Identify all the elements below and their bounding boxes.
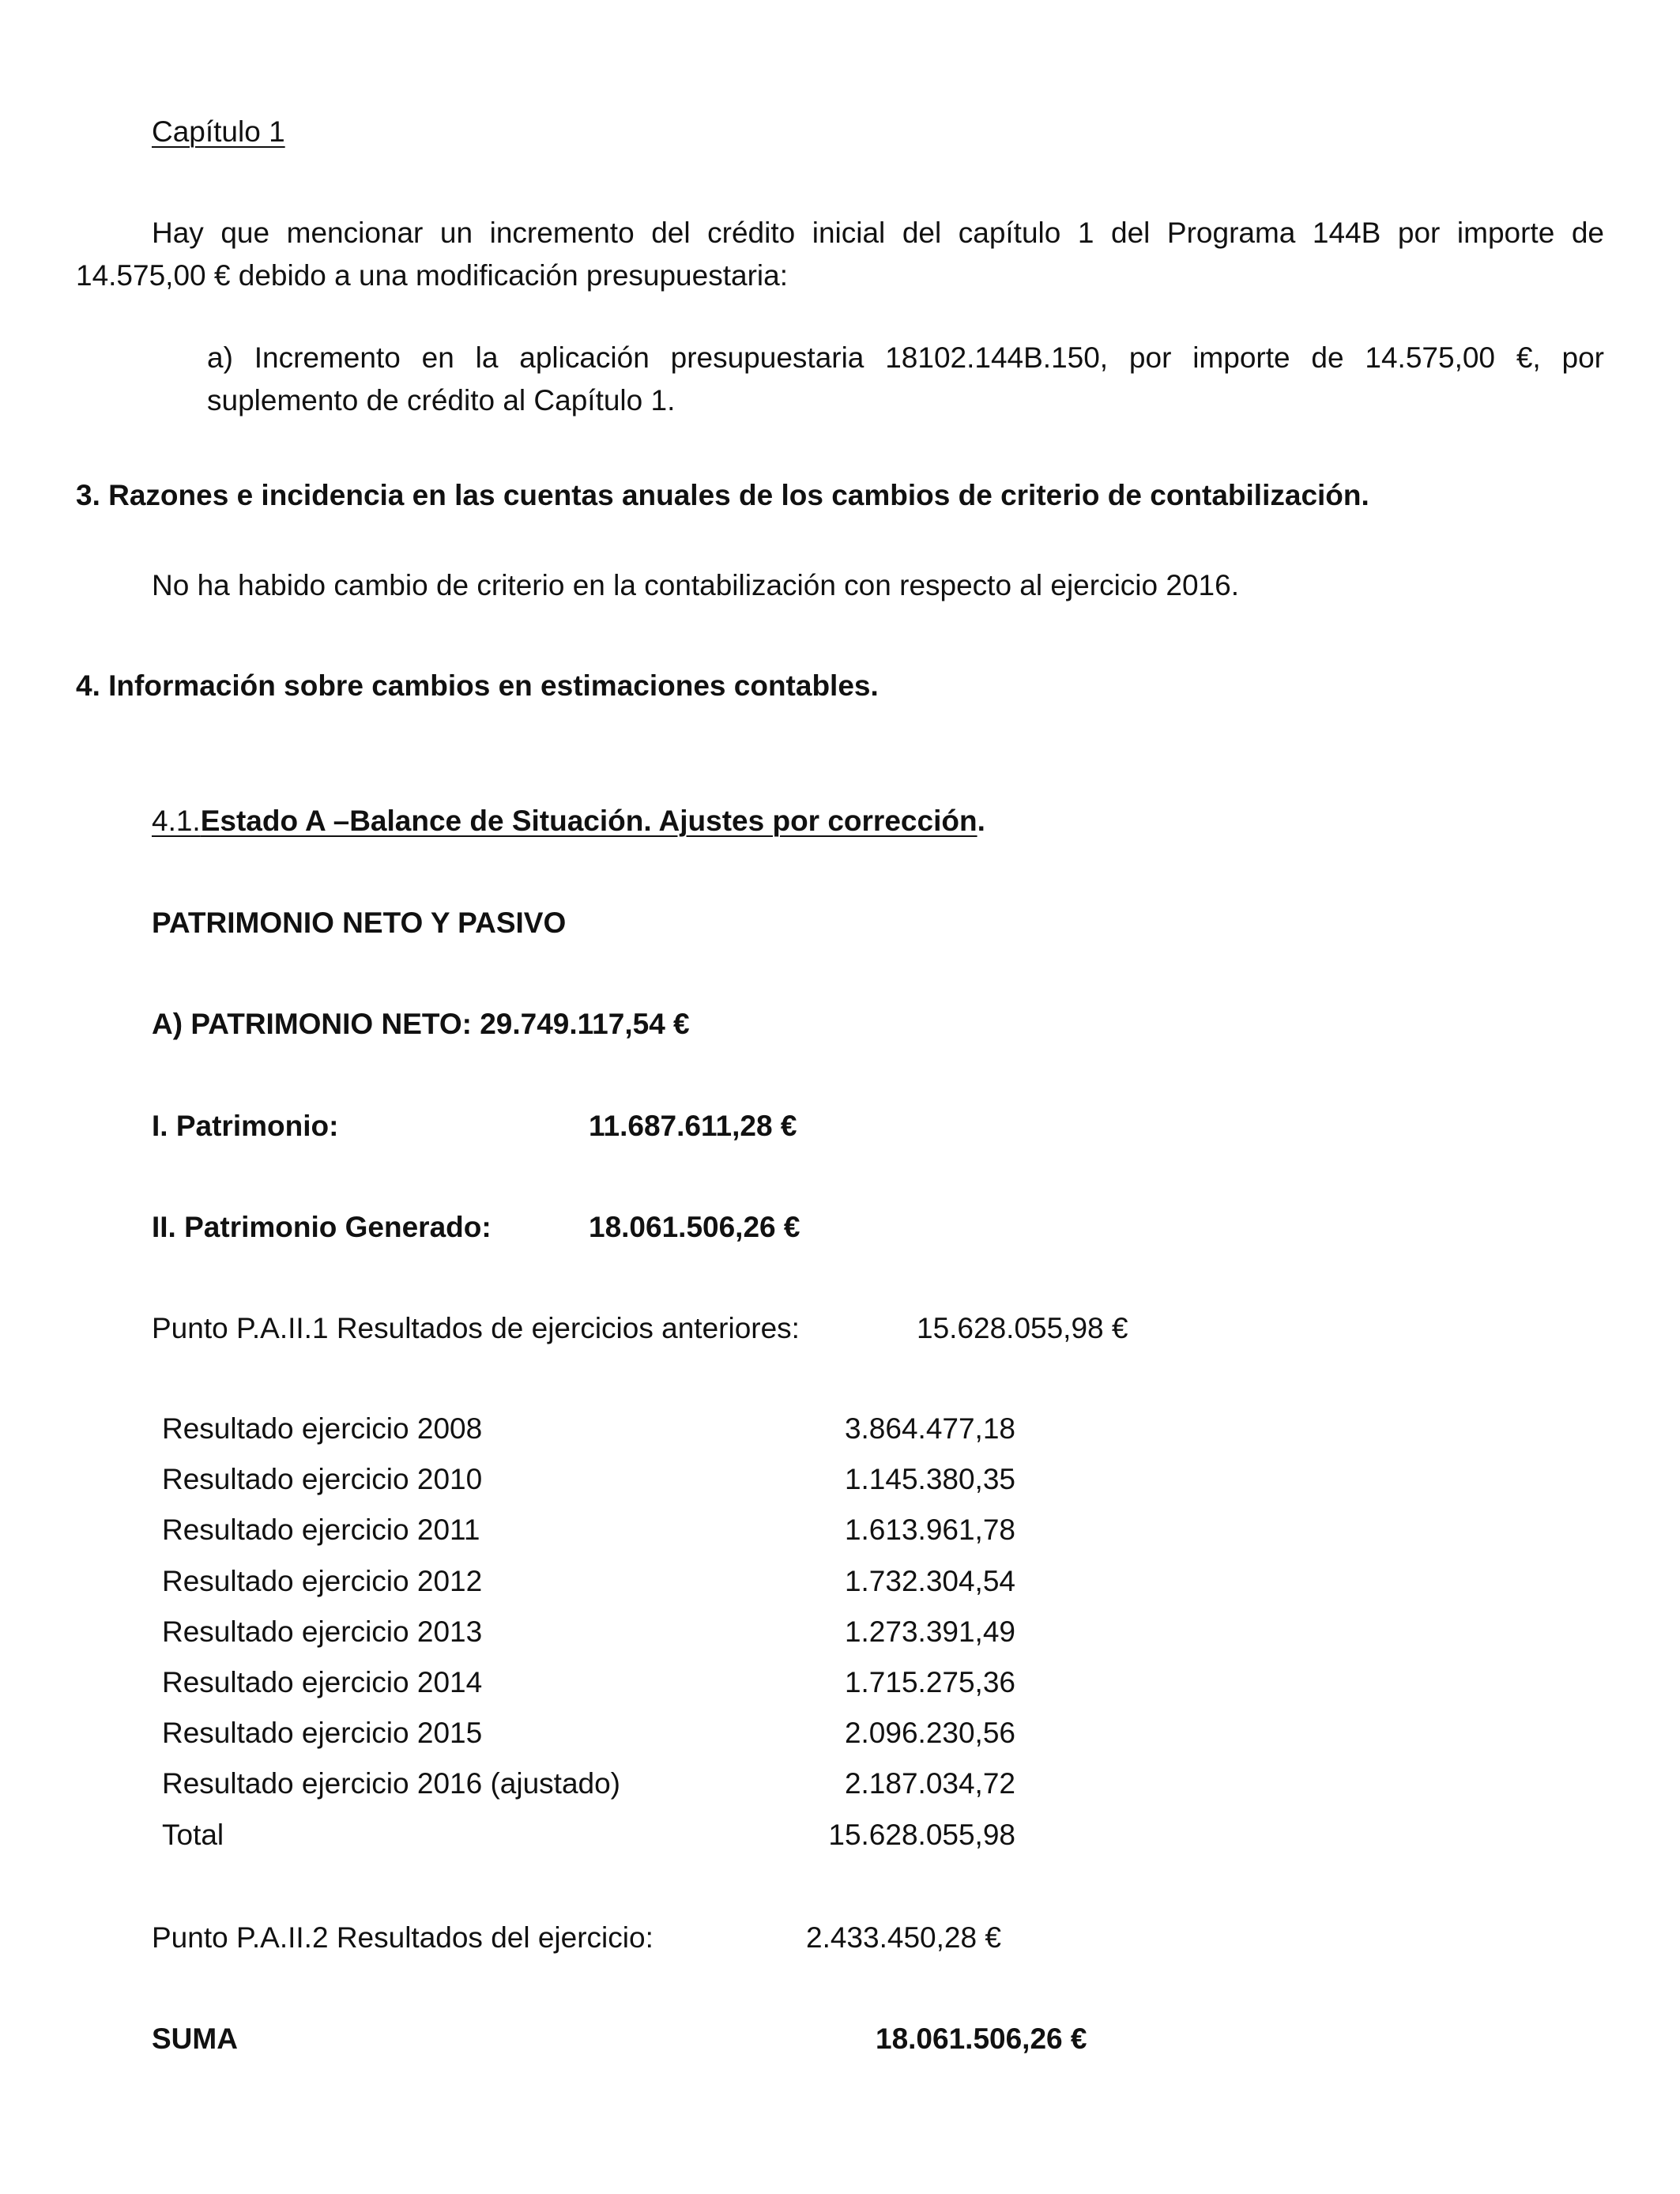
patrimonio-neto: A) PATRIMONIO NETO: 29.749.117,54 € <box>152 1008 690 1040</box>
result-label: Resultado ejercicio 2016 (ajustado) <box>162 1767 621 1800</box>
result-label: Total <box>162 1819 224 1851</box>
result-label: Resultado ejercicio 2015 <box>162 1717 483 1749</box>
result-value: 1.273.391,49 <box>844 1615 1015 1648</box>
result-value: 3.864.477,18 <box>844 1412 1015 1445</box>
chapter-title: Capítulo 1 <box>152 115 285 148</box>
result-value: 1.732.304,54 <box>844 1565 1015 1597</box>
result-value: 2.187.034,72 <box>844 1767 1015 1800</box>
patrimonio-generado-label: II. Patrimonio Generado: <box>152 1211 492 1243</box>
result-label: Resultado ejercicio 2012 <box>162 1565 483 1597</box>
subsection-period: . <box>977 805 985 837</box>
result-value: 2.096.230,56 <box>844 1717 1015 1749</box>
result-value: 1.613.961,78 <box>844 1514 1015 1546</box>
result-value: 1.715.275,36 <box>844 1666 1015 1698</box>
section-3-text: No ha habido cambio de criterio en la contabilización con respecto al ejercicio 2016. <box>152 569 1239 601</box>
subsection-title: Estado A –Balance de Situación. Ajustes por corrección <box>200 805 977 837</box>
punto-1-value: 15.628.055,98 € <box>917 1312 1128 1344</box>
patrimonio-value: 11.687.611,28 € <box>589 1110 797 1142</box>
item-a-line-1: a) Incremento en la aplicación presupuestaria 18102.144B.150, por importe de 14.575,00 €, por <box>207 341 1604 374</box>
balance-heading: PATRIMONIO NETO Y PASIVO <box>152 907 567 939</box>
result-label: Resultado ejercicio 2008 <box>162 1412 483 1445</box>
result-value: 1.145.380,35 <box>844 1463 1015 1495</box>
result-label: Resultado ejercicio 2014 <box>162 1666 483 1698</box>
patrimonio-label: I. Patrimonio: <box>152 1110 339 1142</box>
subsection-number: 4.1. <box>152 805 201 837</box>
suma-label: SUMA <box>152 2022 238 2055</box>
suma-value: 18.061.506,26 € <box>876 2022 1087 2055</box>
result-label: Resultado ejercicio 2011 <box>162 1514 480 1546</box>
punto-2-value: 2.433.450,28 € <box>806 1921 1001 1954</box>
item-a-line-2: suplemento de crédito al Capítulo 1. <box>207 384 676 417</box>
punto-2-label: Punto P.A.II.2 Resultados del ejercicio: <box>152 1921 654 1954</box>
result-label: Resultado ejercicio 2010 <box>162 1463 483 1495</box>
result-label: Resultado ejercicio 2013 <box>162 1615 483 1648</box>
intro-line-1: Hay que mencionar un incremento del crédito inicial del capítulo 1 del Programa 144B por importe de <box>152 217 1604 249</box>
section-3-heading: 3. Razones e incidencia en las cuentas anuales de los cambios de criterio de contabilización. <box>76 479 1369 511</box>
intro-line-2: 14.575,00 € debido a una modificación presupuestaria: <box>76 259 788 292</box>
subsection-4-1-title <box>152 804 985 839</box>
patrimonio-generado-value: 18.061.506,26 € <box>589 1211 800 1243</box>
section-4-heading: 4. Información sobre cambios en estimaciones contables. <box>76 669 879 702</box>
result-value: 15.628.055,98 <box>828 1819 1015 1851</box>
punto-1-label: Punto P.A.II.1 Resultados de ejercicios anteriores: <box>152 1312 800 1344</box>
